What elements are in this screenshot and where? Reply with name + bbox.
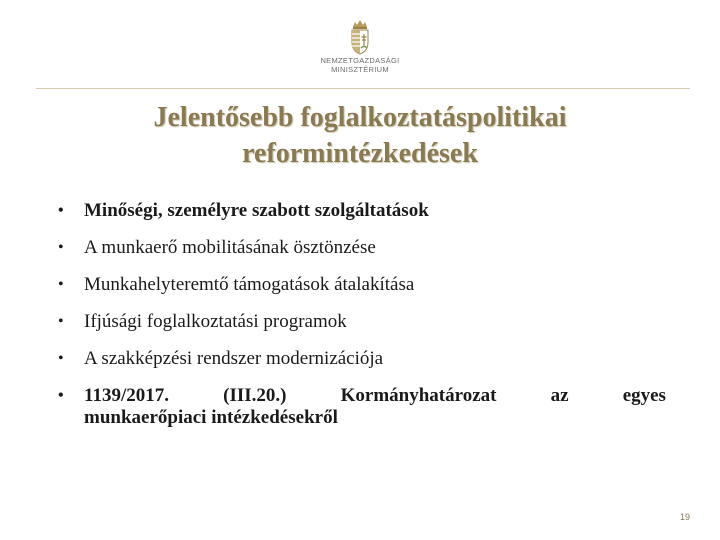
bullet-item-2 bbox=[56, 237, 676, 259]
bullet-text: A szakképzési rendszer modernizációja bbox=[84, 348, 384, 369]
bullet-text: A munkaerő mobilitásának ösztönzése bbox=[84, 237, 376, 258]
bullet-item-6 bbox=[56, 385, 676, 429]
bullet-word: Kormányhatározat bbox=[340, 385, 497, 406]
bullet-dot: • bbox=[58, 350, 64, 367]
page-number: 19 bbox=[679, 512, 690, 522]
bullet-text: Minőségi, személyre szabott szolgáltatások bbox=[84, 200, 429, 221]
header-divider bbox=[36, 88, 690, 89]
ministry-logo bbox=[300, 18, 420, 74]
bullet-list bbox=[56, 200, 676, 444]
bullet-word: (III.20.) bbox=[223, 385, 287, 406]
bullet-item-3 bbox=[56, 274, 676, 296]
ministry-name-line1: NEMZETGAZDASÁGI bbox=[320, 56, 400, 65]
title-line-1: Jelentősebb foglalkoztatáspolitikai bbox=[153, 102, 567, 133]
bullet-dot: • bbox=[58, 313, 64, 330]
bullet-item-5 bbox=[56, 348, 676, 370]
bullet-dot: • bbox=[58, 387, 64, 404]
bullet-word: 1139/2017. bbox=[84, 385, 169, 406]
bullet-dot: • bbox=[58, 202, 64, 219]
ministry-name-line2: MINISZTÉRIUM bbox=[331, 65, 389, 74]
bullet-text: Ifjúsági foglalkoztatási programok bbox=[84, 311, 347, 332]
bullet-item-4 bbox=[56, 311, 676, 333]
bullet-word: az bbox=[550, 385, 569, 406]
bullet-text-line-1 bbox=[84, 385, 666, 407]
bullet-dot: • bbox=[58, 276, 64, 293]
title-line-2: reformintézkedések bbox=[242, 138, 478, 169]
bullet-word: egyes bbox=[622, 385, 666, 406]
coat-of-arms-icon bbox=[347, 18, 373, 56]
bullet-text-line-2: munkaerőpiaci intézkedésekről bbox=[84, 407, 338, 428]
slide-title bbox=[60, 100, 660, 172]
bullet-text: Munkahelyteremtő támogatások átalakítása bbox=[84, 274, 415, 295]
bullet-item-1 bbox=[56, 200, 676, 222]
bullet-dot: • bbox=[58, 239, 64, 256]
